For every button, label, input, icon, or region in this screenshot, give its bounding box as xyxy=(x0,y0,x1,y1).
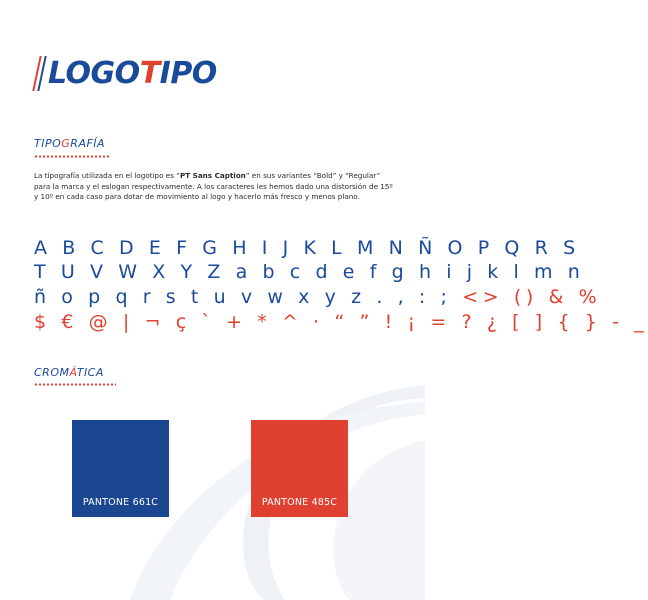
glyph-row-4: $ € @ | ¬ ç ` + * ^ · “ ” ! ¡ = ? ¿ [ ] { } - _ xyxy=(34,311,648,333)
typography-description xyxy=(34,171,394,203)
typography-dotted-underline xyxy=(34,155,110,158)
logo-title xyxy=(48,57,217,91)
glyph-row-1: A B C D E F G H I J K L M N Ñ O P Q R S xyxy=(34,237,580,259)
typography-heading xyxy=(34,137,105,150)
typography-heading-part-a: TIPO xyxy=(34,137,62,150)
color-heading-accent: Á xyxy=(69,366,77,379)
swatch-label-blue: PANTONE 661C xyxy=(82,497,159,508)
typography-heading-part-b: RAFÍA xyxy=(70,137,106,150)
color-swatch-red xyxy=(251,420,348,517)
description-part-2: ” en sus variantes “Bold” y “Regular” para la marca y el eslogan respectivamente. A los caracteres les hemos dado una distorsión de 15º y 10º en cada caso para dotar de movimiento al logo y hacerlo más fresco y menos plano. xyxy=(34,171,393,202)
color-heading xyxy=(34,366,104,379)
color-heading-part-a: CROM xyxy=(34,366,70,379)
logo-title-suffix: IPO xyxy=(159,56,217,91)
typography-heading-accent: G xyxy=(61,137,71,150)
color-swatch-blue xyxy=(72,420,169,517)
glyph-row-2: T U V W X Y Z a b c d e f g h i j k l m n xyxy=(34,261,585,283)
logo-title-prefix: LOGO xyxy=(48,56,140,91)
color-dotted-underline xyxy=(34,383,116,386)
description-font-name: PT Sans Caption xyxy=(179,171,246,180)
glyph-row-3-blue: ñ o p q r s t u v w x y z . , : ; xyxy=(34,286,452,308)
logo-title-accent: T xyxy=(139,56,160,91)
glyph-row-3-red: <> () & % xyxy=(451,286,602,308)
glyph-row-3 xyxy=(34,285,601,309)
color-heading-part-b: TICA xyxy=(76,366,104,379)
swatch-label-red: PANTONE 485C xyxy=(261,497,338,508)
description-part-1: La tipografía utilizada en el logotipo es “ xyxy=(34,171,180,180)
